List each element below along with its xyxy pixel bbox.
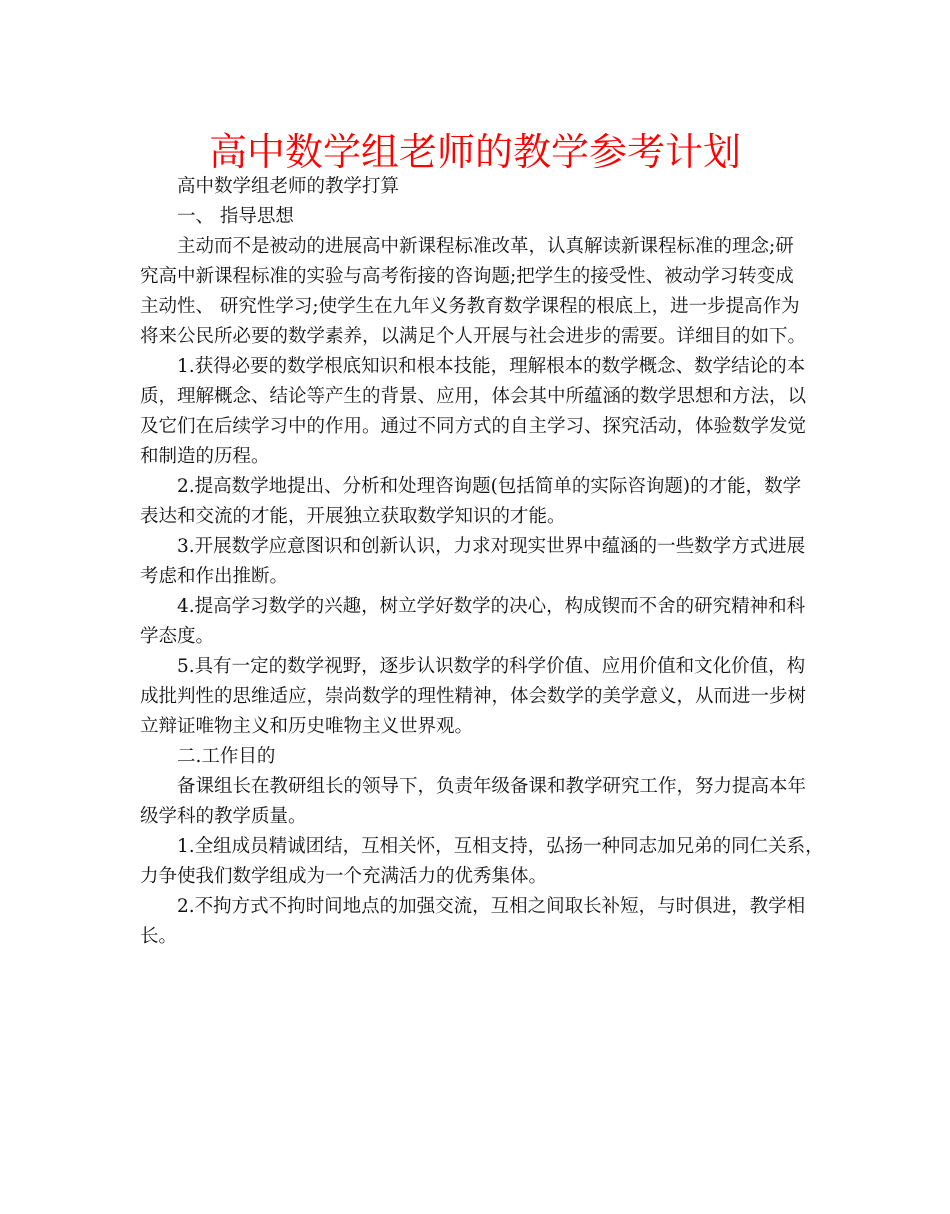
paragraph-line: 5.具有一定的数学视野，逐步认识数学的科学价值、应用价值和文化价值，构: [177, 656, 806, 677]
list-item-2: [140, 472, 812, 532]
list-item-3: [140, 532, 812, 592]
goal-item-2: [140, 892, 812, 952]
paragraph-line: 4.提高学习数学的兴趣，树立学好数学的决心，构成锲而不舍的研究精神和科: [177, 596, 806, 617]
paragraph-line: 及它们在后续学习中的作用。通过不同方式的自主学习、探究活动，体验数学发觉: [140, 416, 807, 437]
paragraph-line: 1.全组成员精诚团结，互相关怀，互相支持，弘扬一种同志加兄弟的同仁关系，: [177, 836, 824, 857]
paragraph-line: 1.获得必要的数学根底知识和根本技能，理解根本的数学概念、数学结论的本: [177, 356, 806, 377]
paragraph-line: 学态度。: [140, 626, 215, 647]
paragraph-line: 质，理解概念、结论等产生的背景、应用，体会其中所蕴涵的数学思想和方法，以: [140, 386, 807, 407]
section-heading-guiding-thought: 一、 指导思想: [177, 206, 294, 227]
paragraph-line: 主动性、 研究性学习;使学生在九年义务教育数学课程的根底上，进一步提高作为: [140, 296, 800, 317]
paragraph-line: 长。: [140, 926, 178, 947]
paragraph-line: 主动而不是被动的进展高中新课程标准改革，认真解读新课程标准的理念;研: [177, 236, 794, 257]
paragraph-line: 将来公民所必要的数学素养，以满足个人开展与社会进步的需要。详细目的如下。: [140, 326, 807, 347]
paragraph-line: 备课组长在教研组长的领导下，负责年级备课和教学研究工作，努力提高本年: [177, 776, 807, 797]
paragraph-line: 考虑和作出推断。: [140, 566, 289, 587]
paragraph-line: 和制造的历程。: [140, 446, 270, 467]
document-subtitle: 高中数学组老师的教学打算: [177, 176, 400, 197]
paragraph-line: 究高中新课程标准的实验与高考衔接的咨询题;把学生的接受性、被动学习转变成: [140, 266, 794, 287]
document-body: [140, 172, 824, 952]
paragraph-work-goals: [140, 772, 812, 832]
paragraph-line: 级学科的教学质量。: [140, 806, 307, 827]
list-item-4: [140, 592, 812, 652]
paragraph-line: 成批判性的思维适应，崇尚数学的理性精神，体会数学的美学意义，从而进一步树: [140, 686, 807, 707]
goal-item-1: [140, 832, 824, 892]
section-heading-work-goals: 二.工作目的: [177, 746, 276, 767]
paragraph-line: 力争使我们数学组成为一个充满活力的优秀集体。: [140, 866, 548, 887]
list-item-5: [140, 652, 812, 742]
paragraph-line: 表达和交流的才能，开展独立获取数学知识的才能。: [140, 506, 566, 527]
paragraph-line: 立辩证唯物主义和历史唯物主义世界观。: [140, 716, 474, 737]
paragraph-guiding-thought: [140, 232, 812, 352]
paragraph-line: 2.不拘方式不拘时间地点的加强交流，互相之间取长补短，与时俱进，教学相: [177, 896, 806, 917]
paragraph-line: 3.开展数学应意图识和创新认识，力求对现实世界中蕴涵的一些数学方式进展: [177, 536, 806, 557]
list-item-1: [140, 352, 812, 472]
paragraph-line: 2.提高数学地提出、分析和处理咨询题(包括简单的实际咨询题)的才能，数学: [177, 476, 802, 497]
document-title: 高中数学组老师的教学参考计划: [208, 130, 741, 174]
